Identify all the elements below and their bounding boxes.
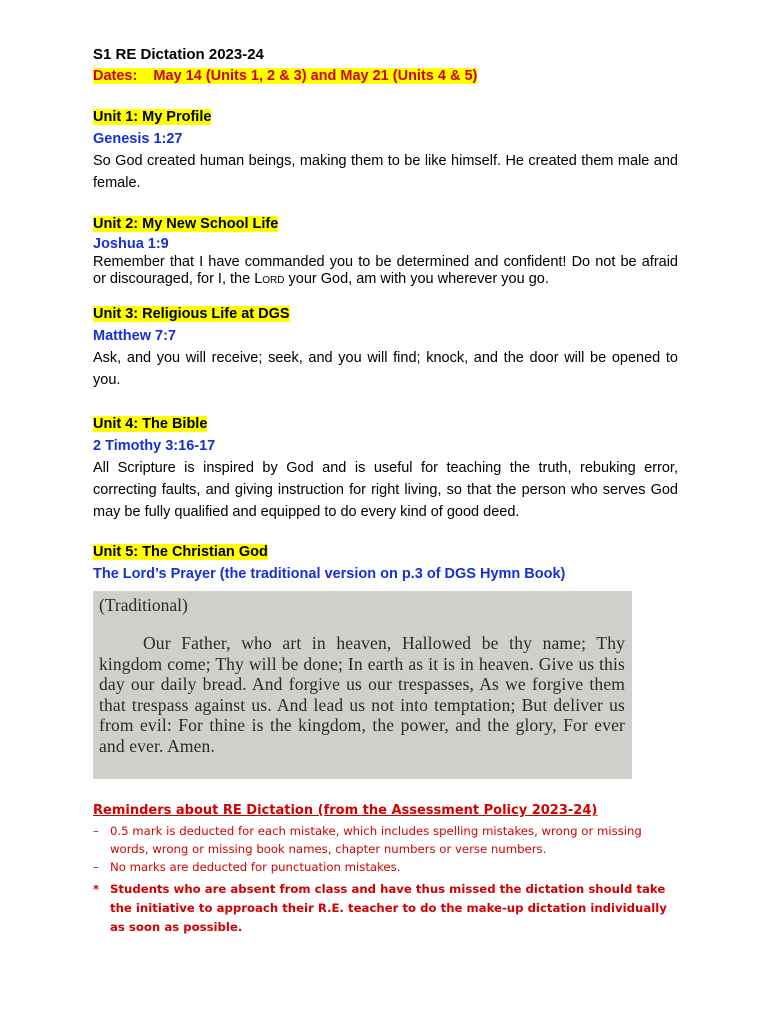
absence-note-text: Students who are absent from class and have thus missed the dictation should take the initiative to approach their R.E. teacher to do the make-up dictation individually as soon as possible.: [110, 882, 667, 934]
unit-5-title: [93, 541, 678, 563]
unit-1-title-text: Unit 1: My Profile: [93, 109, 212, 125]
unit-2-verse-part-1: Remember that I have commanded you to be determined and confident! Do not be afraid or discouraged, for I, the: [93, 254, 678, 287]
asterisk-bullet: *: [93, 882, 100, 896]
absence-note: [93, 880, 678, 937]
reminders-title: Reminders about RE Dictation (from the Assessment Policy 2023-24): [93, 803, 598, 818]
unit-2: [93, 213, 678, 288]
reminders-list: [93, 822, 678, 876]
unit-4-verse: All Scripture is inspired by God and is useful for teaching the truth, rebuking error, correcting faults, and giving instruction for right living, so that the person who serves God may be fully qualified and equipped to do every kind of good deed.: [93, 460, 678, 520]
unit-1-verse: So God created human beings, making them to be like himself. He created them male and female.: [93, 153, 678, 191]
reminders-section: [93, 801, 678, 937]
unit-2-verse-part-2: your God, am with you wherever you go.: [284, 271, 549, 287]
unit-2-reference: Joshua 1:9: [93, 236, 169, 252]
reminder-item: [93, 858, 678, 876]
dates-line: [93, 66, 678, 87]
reminder-item: [93, 822, 678, 858]
unit-5: [93, 541, 678, 779]
reminder-item-text: 0.5 mark is deducted for each mistake, which includes spelling mistakes, wrong or missing words, wrong or missing book names, chapter numbers or verse numbers.: [110, 824, 642, 856]
dash-bullet: –: [93, 860, 99, 874]
unit-4-title-text: Unit 4: The Bible: [93, 416, 208, 432]
unit-4-title: [93, 413, 678, 435]
unit-2-verse-lord: Lord: [254, 271, 285, 287]
unit-4-reference: 2 Timothy 3:16-17: [93, 438, 216, 454]
prayer-text: Our Father, who art in heaven, Hallowed be thy name; Thy kingdom come; Thy will be done; In earth as it is in heaven. Give us this day our daily bread. And forgive us our trespasses, As we forgive them that trespass against us. And lead us not into temptation; But deliver us from evil: For thine is the kingdom, the power, and the glory, For ever and ever. Amen.: [99, 633, 625, 756]
dash-bullet: –: [93, 824, 99, 838]
unit-3-reference: Matthew 7:7: [93, 328, 176, 344]
unit-1: [93, 106, 678, 194]
unit-3: [93, 303, 678, 391]
unit-5-title-text: Unit 5: The Christian God: [93, 544, 268, 560]
unit-2-title: [93, 213, 678, 235]
unit-3-verse: Ask, and you will receive; seek, and you will find; knock, and the door will be opened to you.: [93, 350, 678, 388]
unit-1-title: [93, 106, 678, 128]
document-page: [93, 44, 678, 937]
prayer-heading: (Traditional): [99, 595, 188, 615]
unit-3-title-text: Unit 3: Religious Life at DGS: [93, 306, 290, 322]
unit-2-title-text: Unit 2: My New School Life: [93, 216, 279, 232]
unit-2-verse: [93, 254, 678, 288]
dates-text: Dates: May 14 (Units 1, 2 & 3) and May 21 (Units 4 & 5): [93, 68, 478, 84]
reminder-item-text: No marks are deducted for punctuation mistakes.: [110, 860, 401, 874]
lords-prayer-scan: [93, 591, 632, 779]
unit-1-reference: Genesis 1:27: [93, 131, 183, 147]
unit-3-title: [93, 303, 678, 325]
document-title: S1 RE Dictation 2023-24: [93, 46, 264, 63]
unit-5-reference: The Lord’s Prayer (the traditional version on p.3 of DGS Hymn Book): [93, 566, 566, 582]
unit-4: [93, 413, 678, 523]
